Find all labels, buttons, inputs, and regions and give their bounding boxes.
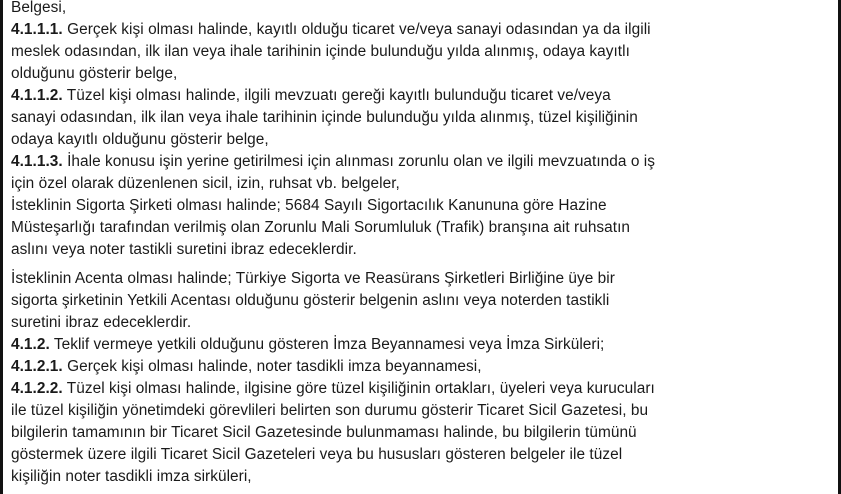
document-line xyxy=(11,290,832,312)
line-text: Teklif vermeye yetkili olduğunu gösteren İmza Beyannamesi veya İmza Sirküleri; xyxy=(49,336,605,353)
clause-number: 4.1.1.3. xyxy=(11,153,63,170)
document-line xyxy=(11,444,832,466)
document-line xyxy=(11,400,832,422)
document-line xyxy=(11,173,832,195)
clause-number: 4.1.2.2. xyxy=(11,380,63,397)
paragraph-gap xyxy=(11,261,832,268)
line-text: kişiliğin noter tasdikli imza sirküleri, xyxy=(11,468,252,485)
document-line xyxy=(11,151,832,173)
document-line xyxy=(11,239,832,261)
line-text: bilgilerin tamamının bir Ticaret Sicil Gazetesinde bulunmaması halinde, bu bilgilerin tümünü xyxy=(11,424,637,441)
clause-number: 4.1.1.2. xyxy=(11,87,63,104)
line-text: İsteklinin Acenta olması halinde; Türkiye Sigorta ve Reasürans Şirketleri Birliğine üye bir xyxy=(11,270,615,287)
line-text: Gerçek kişi olması halinde, kayıtlı olduğu ticaret ve/veya sanayi odasından ya da ilgili xyxy=(62,21,651,38)
line-text: İhale konusu işin yerine getirilmesi için alınması zorunlu olan ve ilgili mevzuatında o iş xyxy=(62,153,655,170)
line-text: Tüzel kişi olması halinde, ilgisine göre tüzel kişiliğinin ortakları, üyeleri veya kurucuları xyxy=(62,380,655,397)
document-line xyxy=(11,63,832,85)
document-line xyxy=(11,422,832,444)
document-line xyxy=(11,356,832,378)
line-text: meslek odasından, ilk ilan veya ihale tarihinin içinde bulunduğu yılda alınmış, odaya kayıtlı xyxy=(11,43,630,60)
line-text: Müsteşarlığı tarafından verilmiş olan Zorunlu Mali Sorumluluk (Trafik) branşına ait ruhsatın xyxy=(11,219,631,236)
line-text: sanayi odasından, ilk ilan veya ihale tarihinin içinde bulunduğu yılda alınmış, tüzel kişiliğinin xyxy=(11,109,638,126)
line-text: Tüzel kişi olması halinde, ilgili mevzuatı gereği kayıtlı bulunduğu ticaret ve/veya xyxy=(62,87,611,104)
line-text: suretini ibraz edeceklerdir. xyxy=(11,314,192,331)
document-line xyxy=(11,19,832,41)
document-line xyxy=(11,107,832,129)
clause-number: 4.1.1.1. xyxy=(11,21,63,38)
document-line xyxy=(11,129,832,151)
document-line xyxy=(11,312,832,334)
line-text: İsteklinin Sigorta Şirketi olması halinde; 5684 Sayılı Sigortacılık Kanununa göre Hazine xyxy=(11,197,607,214)
document-body xyxy=(11,0,832,488)
document-line xyxy=(11,217,832,239)
clause-number: 4.1.2. xyxy=(11,336,50,353)
line-text: için özel olarak düzenlenen sicil, izin, ruhsat vb. belgeler, xyxy=(11,175,400,192)
document-line xyxy=(11,0,832,19)
line-text: Gerçek kişi olması halinde, noter tasdikli imza beyannamesi, xyxy=(62,358,482,375)
document-line xyxy=(11,378,832,400)
line-text: aslını veya noter tastikli suretini ibraz edeceklerdir. xyxy=(11,241,357,258)
document-line xyxy=(11,85,832,107)
document-line xyxy=(11,41,832,63)
line-text: odaya kayıtlı olduğunu gösterir belge, xyxy=(11,131,269,148)
document-line xyxy=(11,466,832,488)
document-line xyxy=(11,334,832,356)
line-text: Belgesi, xyxy=(11,0,67,16)
line-text: ile tüzel kişiliğin yönetimdeki görevlileri belirten son durumu gösterir Ticaret Sicil Gazetesi, bu xyxy=(11,402,649,419)
document-line xyxy=(11,268,832,290)
line-text: göstermek üzere ilgili Ticaret Sicil Gazeteleri veya bu hususları gösteren belgeler ile tüzel xyxy=(11,446,623,463)
clause-number: 4.1.2.1. xyxy=(11,358,63,375)
line-text: sigorta şirketinin Yetkili Acentası olduğunu gösterir belgenin aslını veya noterden tastikli xyxy=(11,292,610,309)
document-line xyxy=(11,195,832,217)
line-text: olduğunu gösterir belge, xyxy=(11,65,178,82)
